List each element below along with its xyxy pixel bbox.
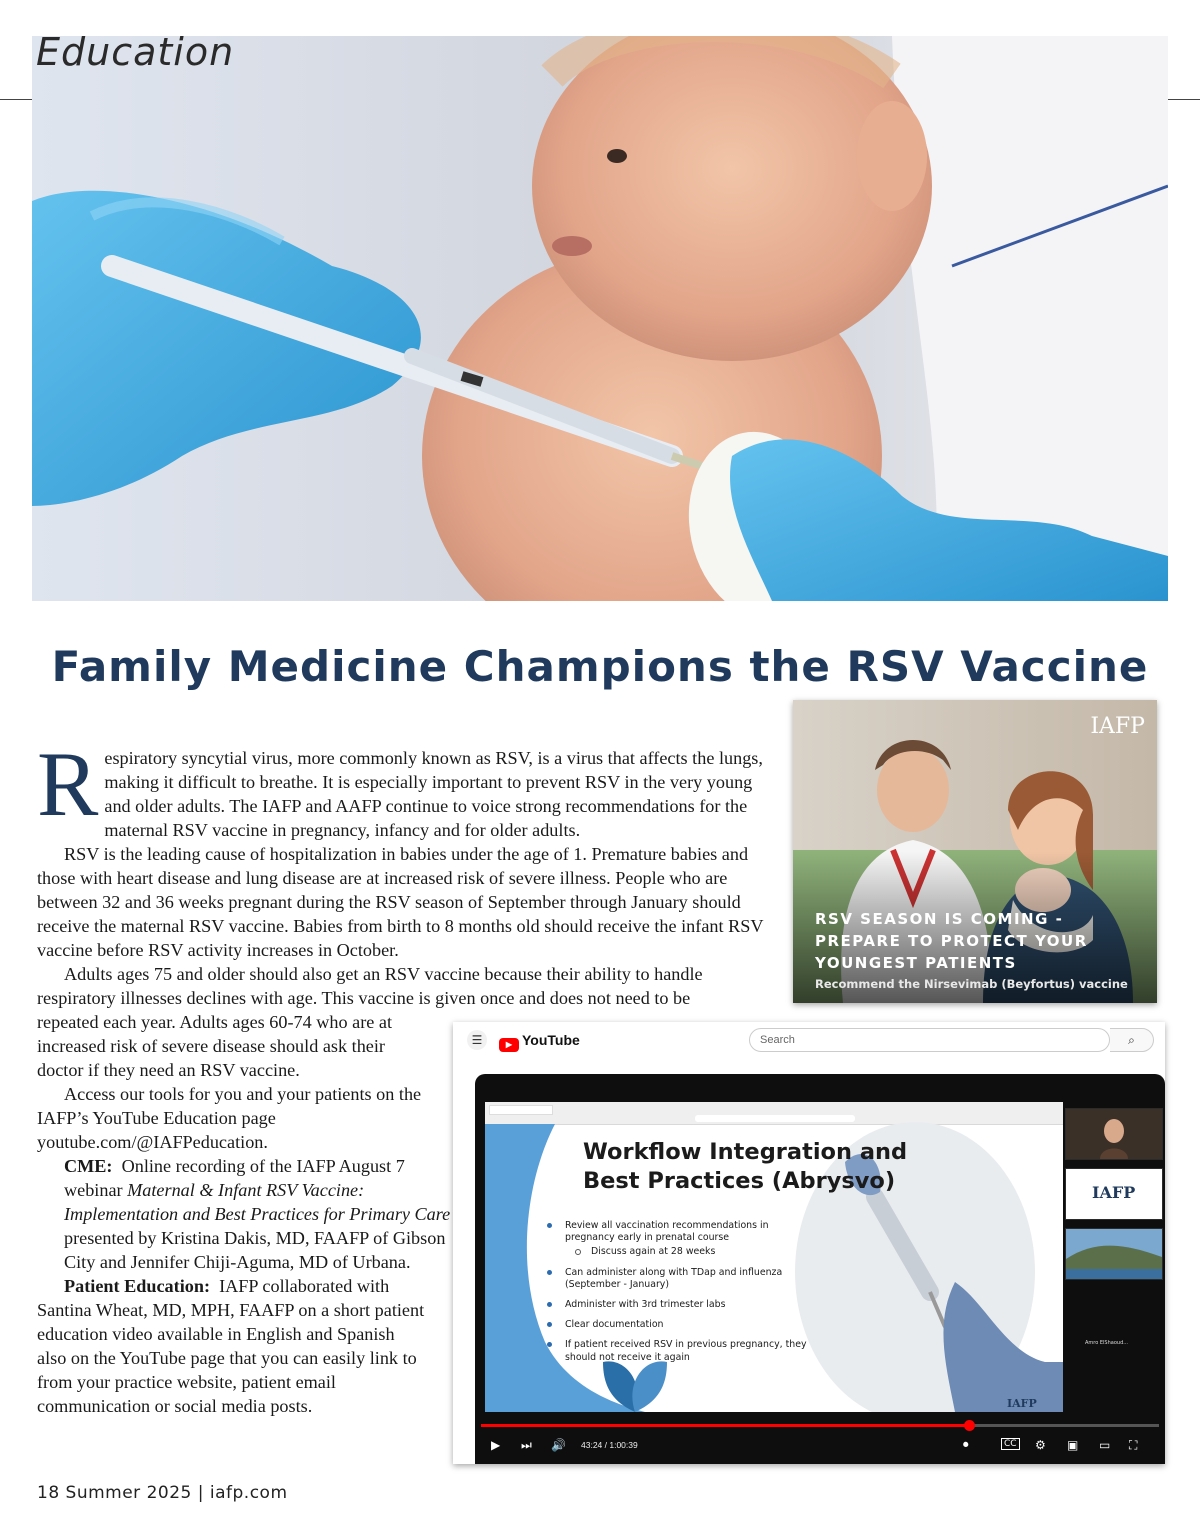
slide-footer-logo: IAFP — [1007, 1397, 1037, 1410]
slide-sub-bullet: Discuss again at 28 weeks — [545, 1246, 815, 1258]
theater-mode-icon[interactable]: ▭ — [1099, 1438, 1111, 1452]
ad-headline — [815, 908, 1145, 974]
panel-iafp-logo: IAFP — [1092, 1183, 1136, 1202]
participant-logo-tile — [1065, 1168, 1163, 1220]
autoplay-toggle-icon[interactable]: ⏺ — [963, 1438, 969, 1451]
captions-icon[interactable]: CC — [1001, 1438, 1020, 1450]
slide-title-line-1: Workflow Integration and — [583, 1139, 908, 1165]
slide-title-line-2: Best Practices (Abrysvo) — [583, 1168, 896, 1194]
cme-label: CME: — [64, 1156, 113, 1176]
section-label: Education — [36, 30, 235, 74]
patient-education-text: IAFP collaborated with Santina Wheat, MD, MPH, FAAFP on a short patient education video available in English and Spanish also on the YouTube page that you can easily link to from your practice website, patient email communication or social media posts. — [37, 1276, 425, 1416]
ad-iafp-logo: IAFP — [1090, 714, 1145, 739]
participant-panel — [1065, 1108, 1163, 1348]
hero-image — [32, 36, 1168, 601]
header-rule-right — [1168, 99, 1200, 100]
progress-fill — [481, 1424, 969, 1427]
slide-bullet: Clear documentation — [545, 1319, 815, 1331]
paragraph-adults-b: repeated each year. Adults ages 60-74 who are at increased risk of severe disease should ask their doctor if they need an RSV vaccine. — [37, 1012, 393, 1080]
progress-scrubber[interactable] — [964, 1420, 975, 1431]
article-title: Family Medicine Champions the RSV Vaccine — [51, 642, 1149, 692]
slide-bullet: If patient received RSV in previous pregnancy, they should not receive it again — [545, 1339, 815, 1363]
paragraph-adults-a: Adults ages 75 and older should also get an RSV vaccine because their ability to handle respiratory illnesses declines with age. This vaccine is given once and does not need to be — [37, 964, 703, 1008]
webinar-slide — [485, 1102, 1063, 1412]
participant-video-tile — [1065, 1108, 1163, 1160]
youtube-screenshot — [453, 1022, 1165, 1464]
miniplayer-icon[interactable]: ▣ — [1067, 1438, 1079, 1452]
search-icon[interactable]: ⌕ — [1110, 1028, 1154, 1052]
youtube-play-icon: ▶ — [499, 1038, 519, 1052]
cme-text-2: presented by Kristina Dakis, MD, FAAFP of Gibson City and Jennifer Chiji-Aguma, MD of Urbana. — [64, 1228, 446, 1272]
slide-bullet: Can administer along with TDap and influenza (September - January) — [545, 1267, 815, 1291]
dropcap: R — [37, 733, 99, 835]
settings-gear-icon[interactable]: ⚙ — [1035, 1438, 1046, 1452]
paragraph-patient-education — [37, 1274, 427, 1418]
paragraph-hospitalization: RSV is the leading cause of hospitalization in babies under the age of 1. Premature babies and those with heart disease and lung disease are at increased risk of severe illness. People who are between 32 and 36 weeks pregnant during the RSV season of September through January should receive the maternal RSV vaccine. Babies from birth to 8 months old should receive the infant RSV vaccine before RSV activity increases in October. — [37, 844, 764, 960]
paragraph-intro — [37, 733, 777, 842]
hero-illustration — [32, 36, 1168, 601]
page-footer: 18 Summer 2025 | iafp.com — [37, 1483, 288, 1503]
youtube-search-input[interactable]: Search — [749, 1028, 1110, 1052]
video-controls — [475, 1424, 1165, 1464]
participant-name: Amro ElShaoud... — [1085, 1340, 1129, 1346]
slide-bullet: Administer with 3rd trimester labs — [545, 1299, 815, 1311]
slide-bullet: Review all vaccination recommendations in pregnancy early in prenatal course — [545, 1220, 815, 1244]
ad-headline-line-2: PREPARE TO PROTECT YOUR — [815, 932, 1088, 950]
paragraph-tools: Access our tools for you and your patients on the IAFP’s YouTube Education page youtube.com/@IAFPeducation. — [37, 1084, 422, 1152]
header-rule-left — [0, 99, 32, 100]
participant-landscape-tile — [1065, 1228, 1163, 1280]
cme-webinar-title: Maternal & Infant RSV Vaccine: Implementation and Best Practices for Primary Care — [64, 1180, 451, 1224]
slide-title — [583, 1138, 907, 1196]
hamburger-menu-icon[interactable]: ☰ — [467, 1030, 487, 1050]
fullscreen-icon[interactable]: ⛶ — [1129, 1438, 1138, 1452]
paragraph-intro-text: espiratory syncytial virus, more commonly known as RSV, is a virus that affects the lungs, making it difficult to breathe. It is especially important to prevent RSV in the very young and older adults. The IAFP and AAFP continue to voice strong recommendations for the maternal RSV vaccine in pregnancy, infancy and for older adults. — [104, 748, 763, 840]
next-icon[interactable]: ⏭ — [521, 1438, 532, 1452]
slide-bullets — [545, 1220, 815, 1372]
participant-silhouette — [1066, 1109, 1162, 1159]
paragraph-cme — [37, 1154, 454, 1274]
ad-headline-line-1: RSV SEASON IS COMING - — [815, 910, 1064, 928]
youtube-logo-text: YouTube — [522, 1032, 580, 1048]
progress-bar[interactable] — [481, 1424, 1159, 1427]
video-player[interactable] — [475, 1074, 1165, 1464]
landscape-thumbnail — [1066, 1229, 1162, 1279]
youtube-logo[interactable] — [499, 1032, 580, 1052]
rsv-season-ad — [793, 700, 1157, 1003]
ad-headline-line-3: YOUNGEST PATIENTS — [815, 954, 1017, 972]
youtube-top-bar — [453, 1022, 1165, 1062]
video-time: 43:24 / 1:00:39 — [581, 1440, 638, 1450]
ad-subline: Recommend the Nirsevimab (Beyfortus) vaccine — [815, 977, 1128, 991]
cme-text-1: Online recording of the IAFP August 7 webinar — [64, 1156, 405, 1200]
play-icon[interactable]: ▶ — [491, 1438, 501, 1452]
volume-icon[interactable]: 🔊 — [551, 1438, 566, 1452]
patient-education-label: Patient Education: — [64, 1276, 211, 1296]
